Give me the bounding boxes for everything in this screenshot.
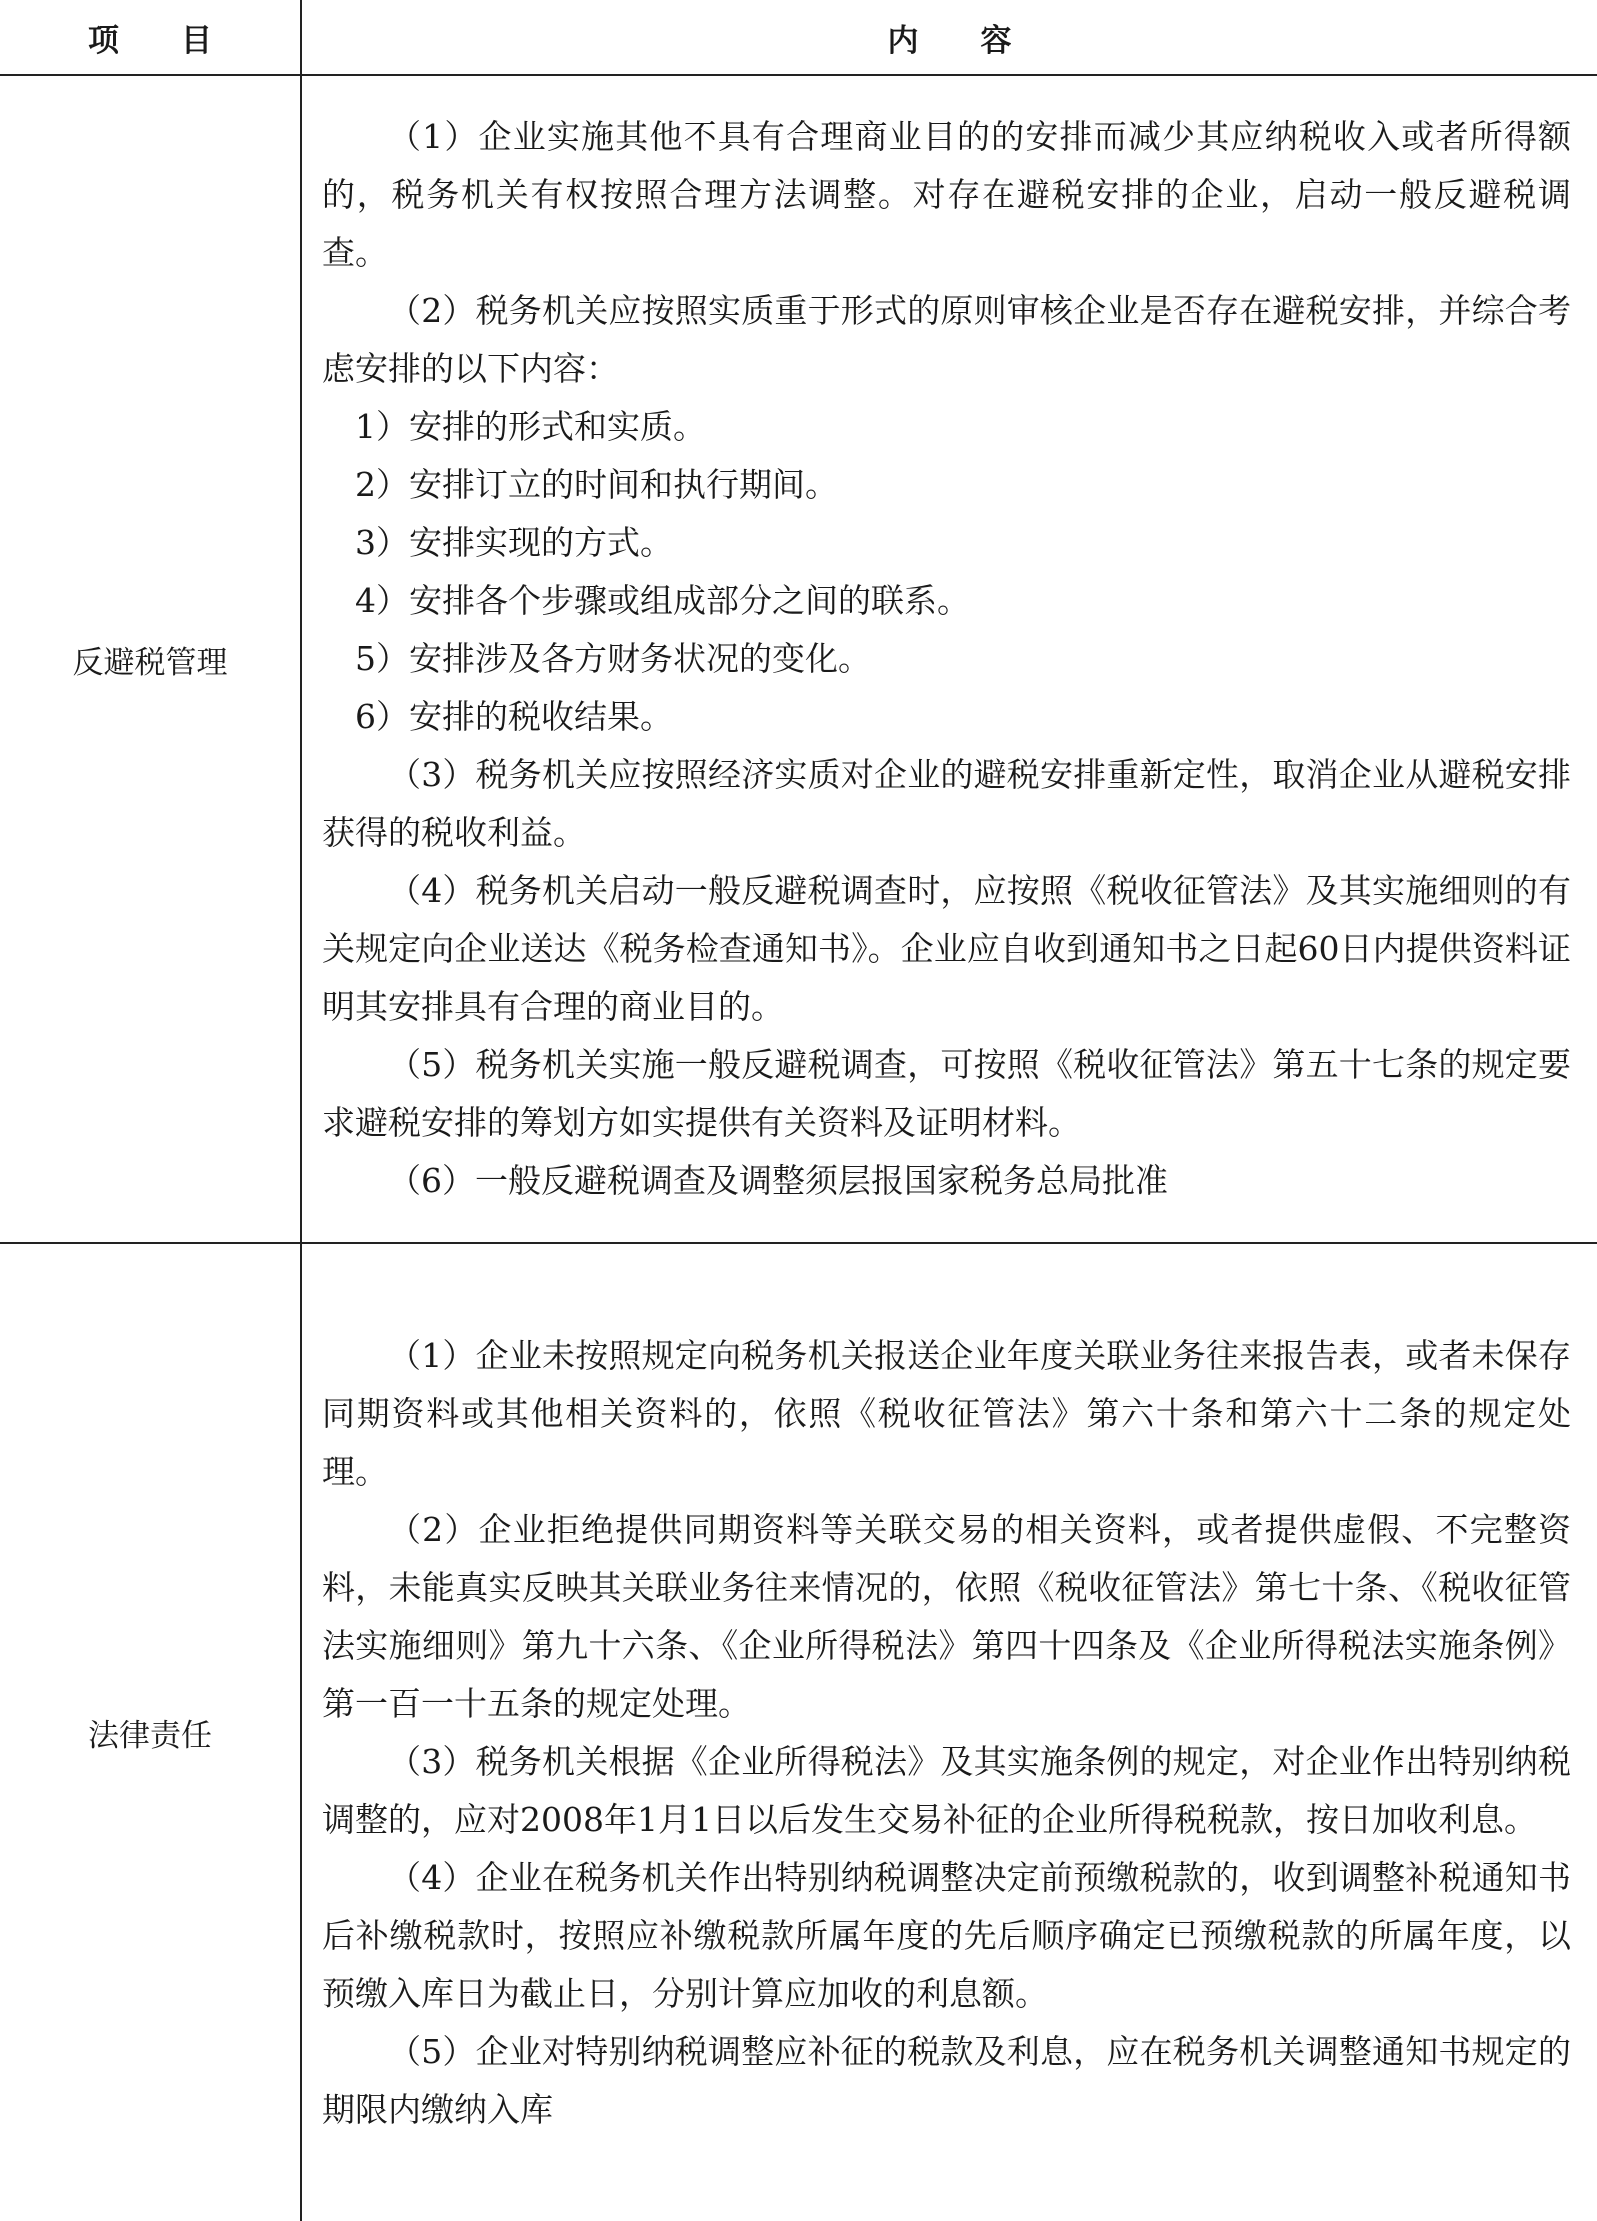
content-paragraph: （1）企业未按照规定向税务机关报送企业年度关联业务往来报告表，或者未保存同期资料或其他相关资料的，依照《税收征管法》第六十条和第六十二条的规定处理。 [322, 1335, 1571, 1491]
content-paragraph: （1）企业实施其他不具有合理商业目的的安排而减少其应纳税收入或者所得额的，税务机关有权按照合理方法调整。对存在避税安排的企业，启动一般反避税调查。 [322, 117, 1571, 272]
content-paragraph: （4）企业在税务机关作出特别纳税调整决定前预缴税款的，收到调整补税通知书后补缴税款时，按照应补缴税款所属年度的先后顺序确定已预缴税款的所属年度，以预缴入库日为截止日，分别计算应加收的利息额。 [322, 1857, 1571, 2013]
table-header-row [0, 0, 1597, 75]
content-paragraph: 3）安排实现的方式。 [355, 523, 673, 562]
content-paragraph: （5）企业对特别纳税调整应补征的税款及利息，应在税务机关调整通知书规定的期限内缴纳入库 [322, 2031, 1571, 2129]
content-paragraph: 5）安排涉及各方财务状况的变化。 [355, 639, 871, 678]
content-paragraph: （6）一般反避税调查及调整须层报国家税务总局批准 [388, 1161, 1168, 1200]
paragraph-list [302, 108, 1597, 1210]
content-paragraph: （4）税务机关启动一般反避税调查时，应按照《税收征管法》及其实施细则的有关规定向企业送达《税务检查通知书》。企业应自收到通知书之日起60日内提供资料证明其安排具有合理的商业目的。 [322, 871, 1571, 1026]
header-item: 项 目 [0, 0, 301, 75]
content-paragraph: （3）税务机关应按照经济实质对企业的避税安排重新定性，取消企业从避税安排获得的税收利益。 [322, 755, 1571, 852]
content-paragraph: 2）安排订立的时间和执行期间。 [355, 465, 838, 504]
content-paragraph: 4）安排各个步骤或组成部分之间的联系。 [355, 581, 970, 620]
paragraph-list [302, 1327, 1597, 2139]
content-paragraph: 1）安排的形式和实质。 [355, 407, 706, 446]
content-paragraph: （5）税务机关实施一般反避税调查，可按照《税收征管法》第五十七条的规定要求避税安排的筹划方如实提供有关资料及证明材料。 [322, 1045, 1571, 1142]
content-paragraph: 6）安排的税收结果。 [355, 697, 673, 736]
content-paragraph: （2）税务机关应按照实质重于形式的原则审核企业是否存在避税安排，并综合考虑安排的以下内容： [322, 291, 1571, 388]
table-row [0, 75, 1597, 1243]
row-content [301, 1243, 1597, 2221]
content-paragraph: （2）企业拒绝提供同期资料等关联交易的相关资料，或者提供虚假、不完整资料，未能真实反映其关联业务往来情况的，依照《税收征管法》第七十条、《税收征管法实施细则》第九十六条、《企业所得税法》第四十四条及《企业所得税法实施条例》第一百一十五条的规定处理。 [322, 1509, 1571, 1723]
table-row [0, 1243, 1597, 2221]
row-item-label: 法律责任 [0, 1243, 301, 2221]
content-paragraph: （3）税务机关根据《企业所得税法》及其实施条例的规定，对企业作出特别纳税调整的，应对2008年1月1日以后发生交易补征的企业所得税税款，按日加收利息。 [322, 1741, 1571, 1839]
header-content: 内 容 [301, 0, 1597, 75]
row-content [301, 75, 1597, 1243]
row-item-label: 反避税管理 [0, 75, 301, 1243]
